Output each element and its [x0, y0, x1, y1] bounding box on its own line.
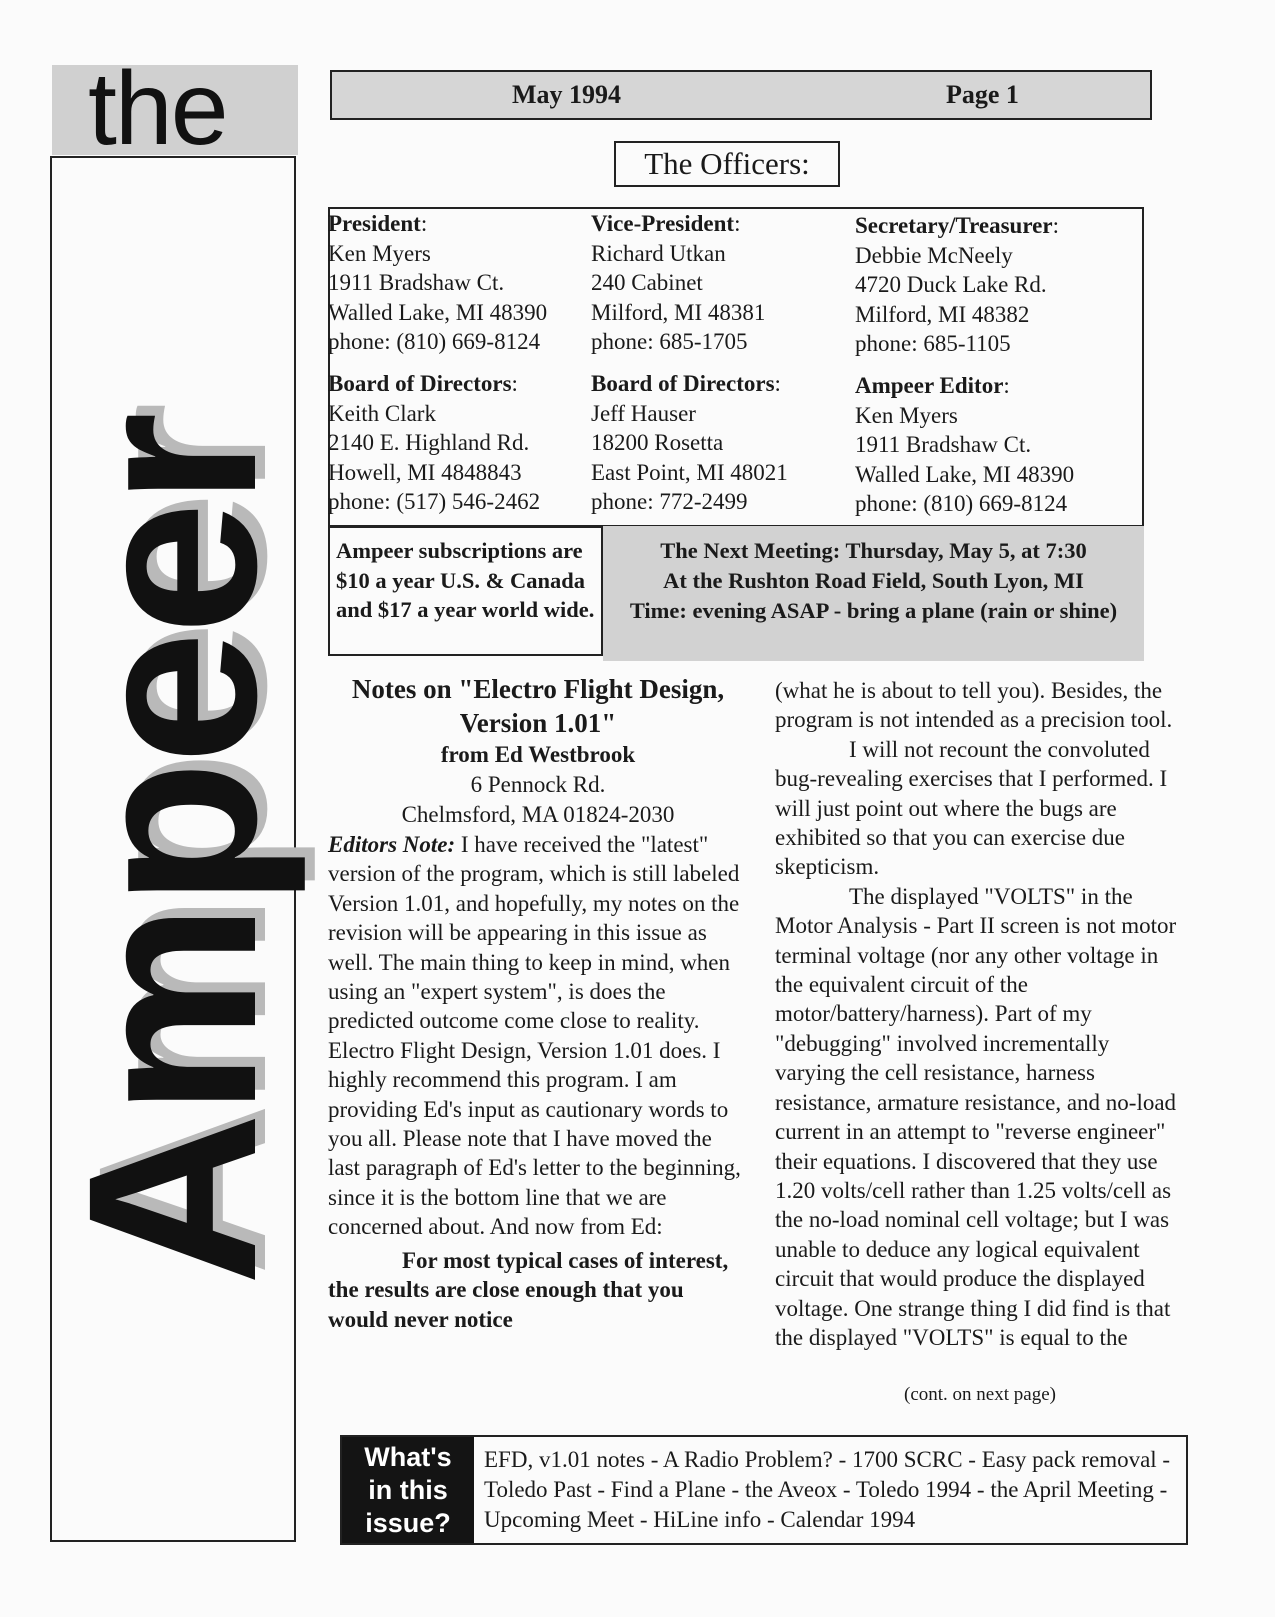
officer-secretary-treasurer: Secretary/Treasurer: Debbie McNeely 4720 Duck Lake Rd. Milford, MI 48382 phone: 685-1105 [855, 211, 1059, 359]
officer-vice-president: Vice-President: Richard Utkan 240 Cabinet Milford, MI 48381 phone: 685-1705 [591, 209, 765, 357]
officer-address: 4720 Duck Lake Rd. [855, 272, 1047, 297]
article-paragraph-3: The displayed "VOLTS" in the Motor Analysis - Part II screen is not motor terminal voltage (nor any other voltage in the equivalent circuit of the motor/battery/harness). Part of my "debugging" involved incrementally varying the cell resistance, harness resistance, armature resistance, and no-load current in an attempt to "reverse engineer" their equations. I discovered that they use 1.20 volts/cell rather than 1.25 volts/cell as the no-load nominal cell voltage; but I was unable to deduce any logical equivalent circuit that would produce the displayed voltage. One strange thing I did find is that the displayed "VOLTS" is equal to the [775, 883, 1177, 1350]
subscriptions-box: Ampeer subscriptions are $10 a year U.S. & Canada and $17 a year world wide. [328, 526, 603, 656]
article-paragraph-2: I will not recount the convoluted bug-revealing exercises that I performed. I will just point out where the bugs are exhibited so that you can exercise due skepticism. [775, 736, 1168, 880]
issue-label-line-1: What's [364, 1442, 452, 1472]
editors-note-label: Editors Note: [328, 832, 456, 857]
officer-role: President [328, 211, 421, 236]
article-title: Notes on "Electro Flight Design, Version 1.01" [351, 674, 725, 738]
officer-name: Jeff Hauser [591, 400, 696, 426]
officer-city: Walled Lake, MI 48390 [328, 299, 548, 325]
meeting-line-2: At the Rushton Road Field, South Lyon, MI [663, 568, 1084, 593]
issue-label-line-2: in this [368, 1475, 448, 1505]
officer-address: 240 Cabinet [591, 270, 703, 295]
page-number: Page 1 [946, 80, 1019, 109]
officer-role: Board of Directors [591, 371, 775, 396]
officer-city: Milford, MI 48382 [855, 301, 1030, 327]
paragraph-1-continued: (what he is about to tell you). Besides, the program is not intended as a precision tool. [775, 678, 1173, 733]
officer-city: East Point, MI 48021 [591, 459, 788, 485]
editors-note-text: I have received the "latest" version of the program, which is still labeled Version 1.01, and hopefully, my notes on the revision will be appearing in this issue as well. The main thing to keep in mind, when using an "expert system", is does the predicted outcome come close to reality. Electro Flight Design, Version 1.01 does. I highly recommend this program. I am providing Ed's input as cautionary words to you all. Please note that I have moved the last paragraph of Ed's letter to the beginning, since it is the bottom line that we are concerned about. And now from Ed: [328, 832, 741, 1240]
officer-board-director-1: Board of Directors: Keith Clark 2140 E. Highland Rd. Howell, MI 4848843 phone: (517) 546-2462 [328, 369, 540, 517]
officers-heading: The Officers: [614, 141, 840, 187]
officer-city: Milford, MI 48381 [591, 299, 766, 325]
next-meeting-box [603, 526, 1144, 661]
officer-name: Richard Utkan [591, 240, 726, 266]
article-paragraph-1 [328, 1246, 748, 1334]
officer-city: Howell, MI 4848843 [328, 459, 522, 485]
officer-role: Secretary/Treasurer [855, 213, 1053, 238]
editors-note [328, 830, 748, 1242]
officer-phone: phone: (810) 669-8124 [855, 491, 1068, 516]
officer-phone: phone: (810) 669-8124 [328, 329, 541, 354]
officer-role: Vice-President [591, 211, 735, 236]
masthead-ampeer-text: Ampeer [38, 416, 306, 1286]
officer-address: 2140 E. Highland Rd. [328, 430, 530, 455]
in-this-issue-contents: EFD, v1.01 notes - A Radio Problem? - 1700 SCRC - Easy pack removal - Toledo Past - Find a Plane - the Aveox - Toledo 1994 - the April Meeting - Upcoming Meet - HiLine info - Calendar 1994 [484, 1447, 1171, 1532]
officer-name: Debbie McNeely [855, 242, 1013, 268]
officer-phone: phone: 685-1105 [855, 331, 1011, 356]
officer-phone: phone: 685-1705 [591, 329, 748, 354]
author-address: 6 Pennock Rd. [470, 772, 606, 797]
officers-table [328, 207, 1144, 527]
officer-city: Walled Lake, MI 48390 [855, 461, 1075, 487]
officer-role: Ampeer Editor [855, 373, 1004, 398]
masthead-the: the [52, 65, 298, 155]
officer-address: 1911 Bradshaw Ct. [855, 432, 1032, 457]
issue-date: May 1994 [512, 80, 622, 109]
article-column-left [328, 672, 748, 1334]
bold-lead: For most typical cases of interest, the results are close enough that you would never notice [328, 1247, 729, 1332]
officer-address: 18200 Rosetta [591, 430, 724, 455]
continued-note: (cont. on next page) [904, 1384, 1056, 1405]
in-this-issue-label [342, 1437, 474, 1543]
issue-label-line-3: issue? [365, 1508, 451, 1538]
officer-address: 1911 Bradshaw Ct. [328, 270, 505, 295]
meeting-line-1: The Next Meeting: Thursday, May 5, at 7:30 [660, 538, 1087, 563]
officer-president: President: Ken Myers 1911 Bradshaw Ct. Walled Lake, MI 48390 phone: (810) 669-8124 [328, 209, 547, 357]
article-column-right [775, 676, 1185, 1352]
officer-name: Ken Myers [855, 402, 958, 428]
meeting-line-3: Time: evening ASAP - bring a plane (rain or shine) [629, 598, 1118, 623]
officer-name: Ken Myers [328, 240, 431, 266]
officer-name: Keith Clark [328, 400, 436, 426]
header-bar [330, 70, 1152, 120]
officer-board-director-2: Board of Directors: Jeff Hauser 18200 Rosetta East Point, MI 48021 phone: 772-2499 [591, 369, 788, 517]
officer-phone: phone: (517) 546-2462 [328, 489, 541, 514]
in-this-issue-box [340, 1435, 1188, 1545]
article-author: from Ed Westbrook [440, 742, 636, 767]
officer-editor: Ampeer Editor: Ken Myers 1911 Bradshaw Ct. Walled Lake, MI 48390 phone: (810) 669-8124 [855, 371, 1074, 519]
author-city: Chelmsford, MA 01824-2030 [401, 802, 675, 827]
officer-role: Board of Directors [328, 371, 512, 396]
officer-phone: phone: 772-2499 [591, 489, 748, 514]
